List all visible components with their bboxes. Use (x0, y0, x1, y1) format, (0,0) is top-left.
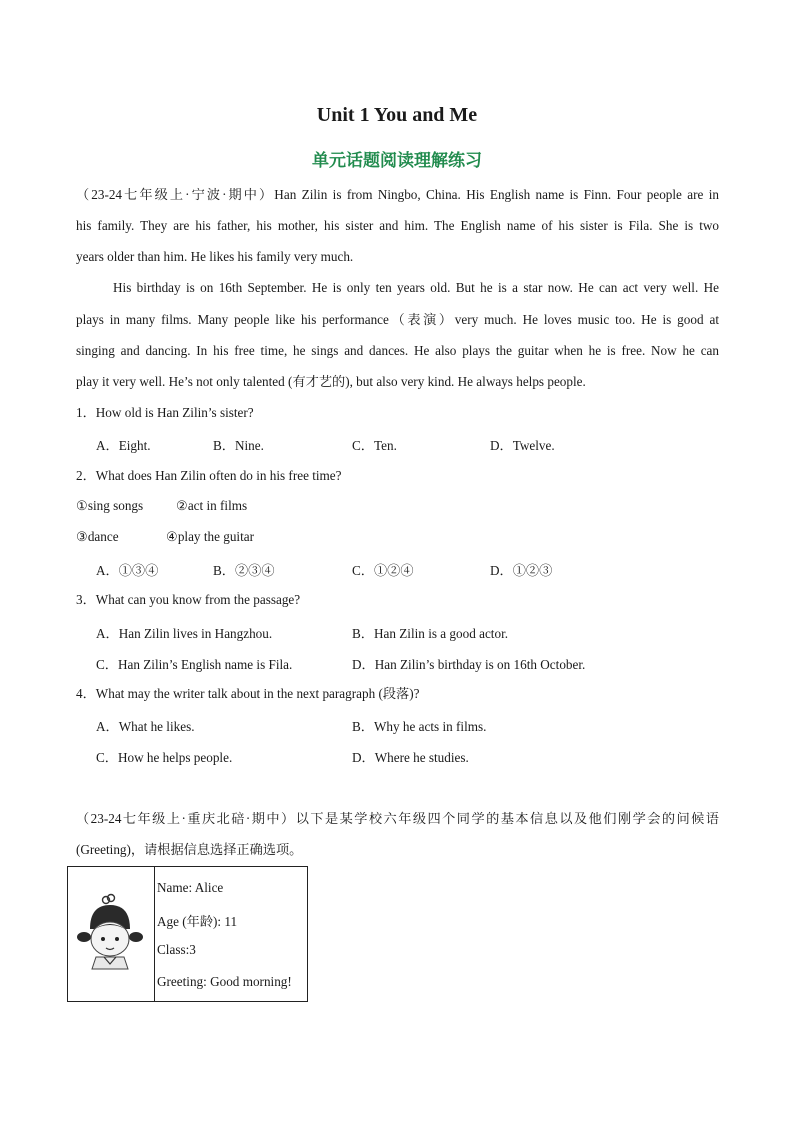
option-b: B．Why he acts in films. (352, 719, 487, 734)
option-c: C．①②④ (352, 563, 414, 578)
page-title: Unit 1 You and Me (316, 104, 478, 126)
student-age: Age (年龄): 11 (157, 914, 238, 929)
option-d: D．Han Zilin’s birthday is on 16th October. (352, 657, 586, 672)
student-name: Name: Alice (157, 880, 224, 895)
option-a: A．Eight. (96, 438, 151, 453)
option-c: C．Han Zilin’s English name is Fila. (96, 657, 293, 672)
choice-item: ③dance (76, 529, 119, 544)
option-c: C．Ten. (352, 438, 397, 453)
passage-line: （23-24七年级上·宁波·期中）Han Zilin is from Ningbo, China. His English name is Finn. Four people are in (76, 187, 719, 202)
question-stem: 1．How old is Han Zilin’s sister? (76, 405, 254, 420)
passage2-line: （23-24七年级上·重庆北碚·期中）以下是某学校六年级四个同学的基本信息以及他们刚学会的问候语 (76, 811, 719, 826)
page-subtitle: 单元话题阅读理解练习 (312, 151, 482, 171)
option-b: B．Han Zilin is a good actor. (352, 626, 509, 641)
passage2-line: (Greeting)，请根据信息选择正确选项。 (76, 842, 303, 857)
question-stem: 2．What does Han Zilin often do in his free time? (76, 468, 342, 483)
option-d: D．Where he studies. (352, 750, 469, 765)
question-stem: 3．What can you know from the passage? (76, 592, 301, 607)
choice-item: ①sing songs (76, 498, 144, 513)
passage-line: his family. They are his father, his mother, his sister and him. The English name of his sister is Fila. She is two (76, 218, 719, 233)
option-d: D．Twelve. (490, 438, 555, 453)
student-class: Class:3 (157, 942, 196, 957)
option-d: D．①②③ (490, 563, 553, 578)
passage-line: years older than him. He likes his family very much. (76, 249, 354, 264)
passage-line: singing and dancing. In his free time, he sings and dances. He also plays the guitar when he is free. Now he can (76, 343, 719, 358)
option-b: B．②③④ (213, 563, 275, 578)
student-greeting: Greeting: Good morning! (157, 974, 292, 989)
choice-item: ②act in films (176, 498, 248, 513)
girl-portrait-icon (68, 867, 154, 1001)
choice-item: ④play the guitar (166, 529, 254, 544)
passage-line: His birthday is on 16th September. He is only ten years old. But he is a star now. He can act very well. He (113, 280, 719, 295)
student-card (67, 866, 308, 1002)
option-a: A．What he likes. (96, 719, 195, 734)
student-photo (68, 867, 155, 1001)
question-stem: 4．What may the writer talk about in the next paragraph (段落)? (76, 686, 420, 701)
option-a: A．Han Zilin lives in Hangzhou. (96, 626, 273, 641)
option-c: C．How he helps people. (96, 750, 233, 765)
option-b: B．Nine. (213, 438, 264, 453)
passage-line: plays in many films. Many people like his performance（表演）very much. He loves music too. He is good at (76, 312, 719, 327)
passage-line: play it very well. He’s not only talented (有才艺的), but also very kind. He always helps people. (76, 374, 586, 389)
option-a: A．①③④ (96, 563, 159, 578)
